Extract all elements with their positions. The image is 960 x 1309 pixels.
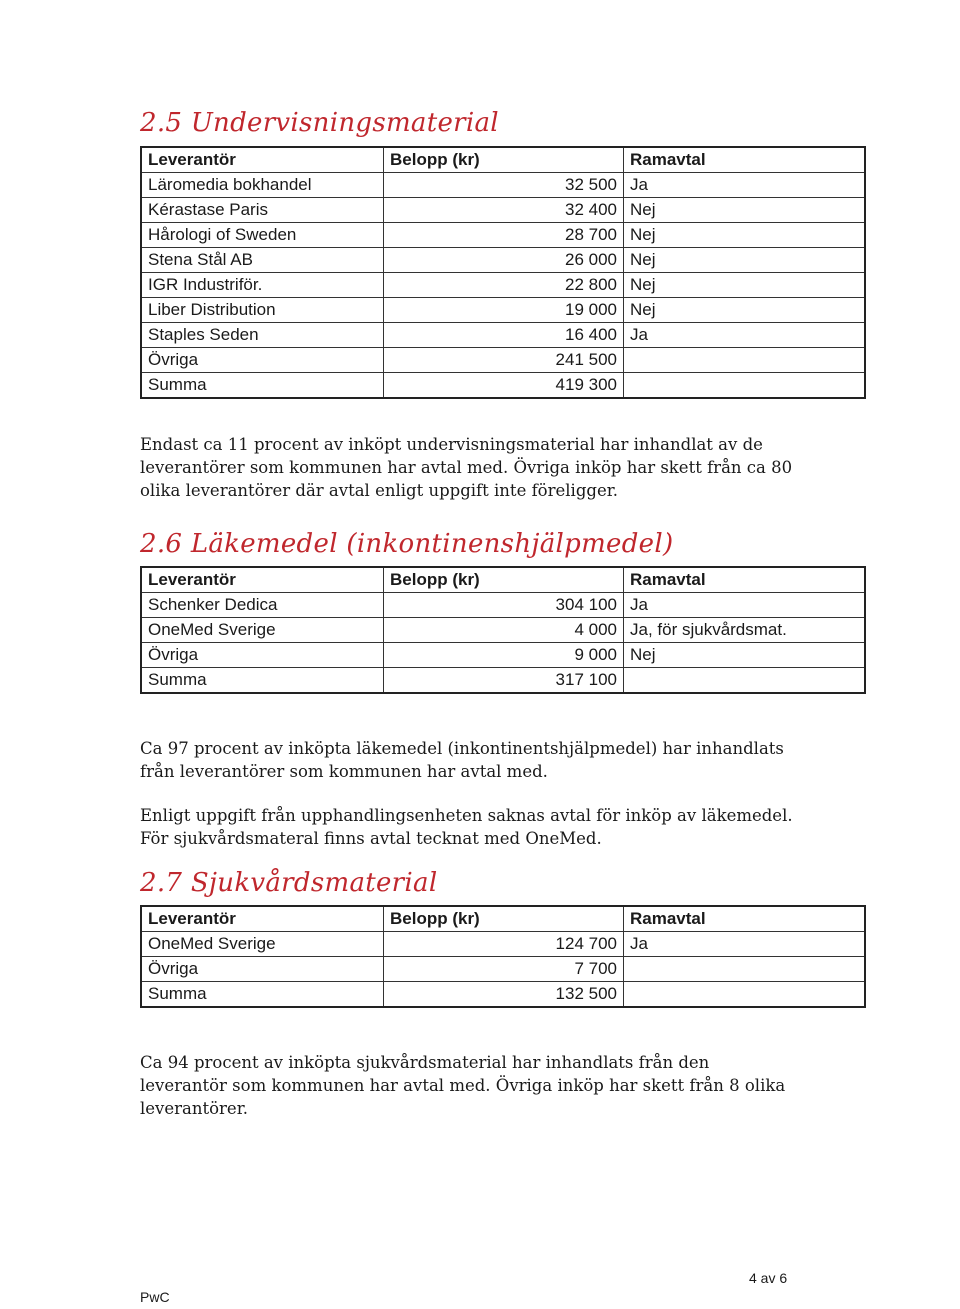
supplier-cell: Liber Distribution (141, 298, 384, 323)
header-agreement: Ramavtal (624, 147, 866, 173)
table-sjukvardsmaterial (140, 905, 866, 1008)
agreement-cell: Nej (624, 248, 866, 273)
paragraph-lakemedel-2: Enligt uppgift från upphandlingsenheten saknas avtal för inköp av läkemedel. För sjukvårdsmateral finns avtal tecknat med OneMed. (140, 806, 793, 848)
agreement-cell (624, 982, 866, 1008)
supplier-cell: Övriga (141, 348, 384, 373)
section-heading-undervisningsmaterial: 2.5 Undervisningsmaterial (140, 108, 499, 138)
amount-cell: 26 000 (384, 248, 624, 273)
table-row (141, 173, 865, 198)
header-amount: Belopp (kr) (384, 906, 624, 932)
supplier-cell: Övriga (141, 643, 384, 668)
amount-cell: 19 000 (384, 298, 624, 323)
table-header-row (141, 567, 865, 593)
table-row (141, 643, 865, 668)
agreement-cell (624, 348, 866, 373)
amount-cell: 28 700 (384, 223, 624, 248)
header-supplier: Leverantör (141, 906, 384, 932)
amount-cell: 9 000 (384, 643, 624, 668)
agreement-cell: Ja (624, 932, 866, 957)
footer-brand: PwC (140, 1289, 170, 1305)
table-row (141, 198, 865, 223)
supplier-cell: Övriga (141, 957, 384, 982)
amount-cell: 32 400 (384, 198, 624, 223)
amount-cell: 241 500 (384, 348, 624, 373)
agreement-cell (624, 668, 866, 694)
paragraph-undervisningsmaterial: Endast ca 11 procent av inköpt undervisningsmaterial har inhandlat av de leverantörer som kommunen har avtal med. Övriga inköp har skett från ca 80 olika leverantörer där avtal enligt uppgift inte föreligger. (140, 435, 793, 500)
supplier-cell: Läromedia bokhandel (141, 173, 384, 198)
supplier-cell: Summa (141, 373, 384, 399)
table-row-total (141, 373, 865, 399)
header-amount: Belopp (kr) (384, 567, 624, 593)
amount-cell: 4 000 (384, 618, 624, 643)
amount-cell: 317 100 (384, 668, 624, 694)
agreement-cell: Ja (624, 323, 866, 348)
supplier-cell: Hårologi of Sweden (141, 223, 384, 248)
amount-cell: 32 500 (384, 173, 624, 198)
supplier-cell: Staples Seden (141, 323, 384, 348)
header-amount: Belopp (kr) (384, 147, 624, 173)
table-row (141, 957, 865, 982)
table-row (141, 323, 865, 348)
section-heading-sjukvardsmaterial: 2.7 Sjukvårdsmaterial (140, 868, 438, 898)
agreement-cell (624, 373, 866, 399)
agreement-cell: Nej (624, 198, 866, 223)
header-supplier: Leverantör (141, 147, 384, 173)
header-agreement: Ramavtal (624, 906, 866, 932)
amount-cell: 124 700 (384, 932, 624, 957)
agreement-cell: Nej (624, 298, 866, 323)
agreement-cell: Ja (624, 173, 866, 198)
supplier-cell: OneMed Sverige (141, 932, 384, 957)
amount-cell: 22 800 (384, 273, 624, 298)
amount-cell: 7 700 (384, 957, 624, 982)
table-row (141, 593, 865, 618)
amount-cell: 304 100 (384, 593, 624, 618)
table-header-row (141, 147, 865, 173)
page-number: 4 av 6 (749, 1270, 788, 1286)
amount-cell: 132 500 (384, 982, 624, 1008)
table-row-total (141, 668, 865, 694)
agreement-cell: Nej (624, 273, 866, 298)
table-row (141, 248, 865, 273)
agreement-cell: Nej (624, 223, 866, 248)
supplier-cell: Schenker Dedica (141, 593, 384, 618)
supplier-cell: Summa (141, 668, 384, 694)
header-agreement: Ramavtal (624, 567, 866, 593)
supplier-cell: IGR Industriför. (141, 273, 384, 298)
table-row-total (141, 982, 865, 1008)
table-row (141, 298, 865, 323)
table-row (141, 348, 865, 373)
section-heading-lakemedel: 2.6 Läkemedel (inkontinenshjälpmedel) (140, 529, 674, 559)
amount-cell: 16 400 (384, 323, 624, 348)
table-row (141, 618, 865, 643)
supplier-cell: Stena Stål AB (141, 248, 384, 273)
table-header-row (141, 906, 865, 932)
table-undervisningsmaterial (140, 146, 866, 399)
agreement-cell: Nej (624, 643, 866, 668)
supplier-cell: Kérastase Paris (141, 198, 384, 223)
table-row (141, 932, 865, 957)
header-supplier: Leverantör (141, 567, 384, 593)
agreement-cell: Ja (624, 593, 866, 618)
paragraph-lakemedel-1: Ca 97 procent av inköpta läkemedel (inkontinentshjälpmedel) har inhandlats från leverantörer som kommunen har avtal med. (140, 739, 784, 781)
amount-cell: 419 300 (384, 373, 624, 399)
paragraph-sjukvardsmaterial: Ca 94 procent av inköpta sjukvårdsmaterial har inhandlats från den leverantör som kommunen har avtal med. Övriga inköp har skett från 8 olika leverantörer. (140, 1053, 786, 1118)
agreement-cell (624, 957, 866, 982)
table-row (141, 223, 865, 248)
supplier-cell: Summa (141, 982, 384, 1008)
supplier-cell: OneMed Sverige (141, 618, 384, 643)
table-lakemedel (140, 566, 866, 694)
table-row (141, 273, 865, 298)
agreement-cell: Ja, för sjukvårdsmat. (624, 618, 866, 643)
